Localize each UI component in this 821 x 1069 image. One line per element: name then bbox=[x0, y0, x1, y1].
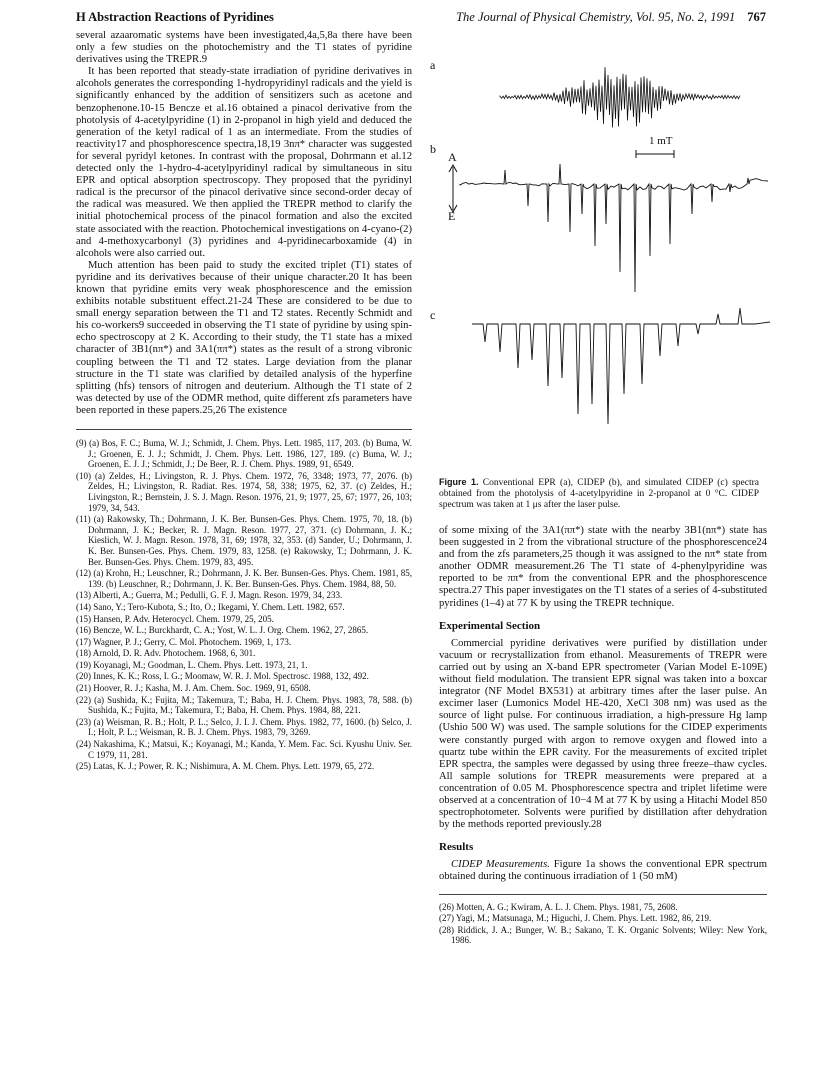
reference-item: (10) (a) Zeldes, H.; Livingston, R. J. Phys. Chem. 1972, 76, 3348; 1973, 77, 2076. (b) Zeldes, H.; Livingston, R. Radiat. Res. 1974, 58, 338; 1975, 62, 37. (c) Zeldes, H.; Livingston, R.; Bernstein, J. S. J. Magn. Reson. 1976, 21, 9; 1977, 25, 67; 1977, 26, 103; 1979, 34, 543. bbox=[76, 470, 412, 513]
reference-item: (28) Riddick, J. A.; Bunger, W. B.; Sakano, T. K. Organic Solvents; Wiley: New York, 1986. bbox=[439, 924, 767, 946]
running-header-title: H Abstraction Reactions of Pyridines bbox=[76, 10, 274, 24]
reference-item: (27) Yagi, M.; Matsunaga, M.; Higuchi, J. Chem. Phys. Lett. 1982, 86, 219. bbox=[439, 913, 712, 924]
simulated-trace-c bbox=[472, 308, 770, 424]
reference-item: (12) (a) Krohn, H.; Leuschner, R.; Dohrmann, J. K. Ber. Bunsen-Ges. Phys. Chem. 1981, 85, 139. (b) Leuschner, R.; Dohrmann, J. K. Ber. Bunsen-Ges. Phys. Chem. 1984, 88, 50. bbox=[76, 568, 412, 589]
caption-label: Figure 1. bbox=[439, 477, 479, 487]
scale-bar bbox=[636, 150, 674, 158]
figure-caption bbox=[439, 477, 759, 511]
reference-list-left bbox=[76, 438, 412, 772]
reference-item: (11) (a) Rakowsky, Th.; Dohrmann, J. K. Ber. Bunsen-Ges. Phys. Chem. 1975, 70, 18. (b) Dohrmann, J. K.; Becker, R. J. Magn. Reson. 1977, 27, 371. (c) Dohrmann, J. K.; Kieslich, W. J. Magn. Reson. 1978, 31, 69; 1978, 32, 353. (d) Sander, U.; Dohrmann, J. K. Ber. Bunsen-Ges. Phys. Chem. 1979, 83, 1258. (e) Rakowsky, T.; Dohrmann, J. K. Ber. Bunsen-Ges. Phys. Chem. 1979, 83, 495. bbox=[76, 514, 412, 567]
emission-label: E bbox=[448, 209, 456, 223]
absorption-label: A bbox=[448, 150, 457, 164]
spectra-plot bbox=[430, 32, 780, 472]
reference-item: (19) Koyanagi, M.; Goodman, L. Chem. Phys. Lett. 1973, 21, 1. bbox=[76, 659, 308, 670]
left-column bbox=[76, 30, 412, 773]
caption-text: Conventional EPR (a), CIDEP (b), and simulated CIDEP (c) spectra obtained from the photolysis of 4-acetylpyridine in 2-propanol at 0 °C. CIDEP spectrum was taken at 1 μs after the laser pulse. bbox=[439, 478, 759, 510]
scale-bar-label: 1 mT bbox=[649, 135, 673, 147]
reference-item: (18) Arnold, D. R. Adv. Photochem. 1968, 6, 301. bbox=[76, 648, 256, 659]
results-text: Figure 1a shows the conventional EPR spectrum obtained during the continuous irradiation of 1 (50 mM) bbox=[439, 859, 768, 883]
reference-item: (13) Alberti, A.; Guerra, M.; Pedulli, G. F. J. Magn. Reson. 1979, 34, 233. bbox=[76, 590, 343, 601]
footnote-separator bbox=[439, 894, 767, 895]
reference-item: (15) Hansen, P. Adv. Heterocycl. Chem. 1979, 25, 205. bbox=[76, 613, 274, 624]
running-header-journal bbox=[456, 10, 766, 25]
reference-item: (24) Nakashima, K.; Matsui, K.; Koyanagi, M.; Kanda, Y. Mem. Fac. Sci. Kyushu Univ. Ser. C 1979, 11, 281. bbox=[76, 739, 412, 760]
paragraph-steady-state: It has been reported that steady-state irradiation of pyridine derivatives in alcohols generates the corresponding 1-hydropyridinyl radicals and the yield is significantly enhanced by the addition of sensitizers such as acetone and benzophenone.10-15 Bencze et al.16 obtained a pinacol derivative from the photolysis of 4-acetylpyridine (1) in 2-propanol in high yield and deduced the generation of the ketyl radical of 1 as an intermediate. From the studies of reactivity17 and phosphorescence spectra,18,19 3nπ* character was suggested for several pyridyl ketones. In contrast with the proposal, Dohrmann et al.12 detected only the 1-hydro-4-acetylpyridinyl radical by simultaneous in situ EPR and optical absorption spectroscopy. They proposed that the pyridinyl radical is the precursor of the pinacol derivative since second-order decay of the radical was measured. We then applied the TREPR method to clarify the initial photochemical process of the pinacol formation and also the excited state associated with the reaction. Photochemical investigations on 4-cyano-(2) and 4-methoxycarbonyl (3) pyridines and 4-pyridinecarboxamide (4) in alcohols were also carried out. bbox=[76, 66, 412, 259]
reference-item: (26) Motten, A. G.; Kwiram, A. L. J. Chem. Phys. 1981, 75, 2608. bbox=[439, 901, 678, 912]
reference-item: (22) (a) Sushida, K.; Fujita, M.; Takemura, T.; Baba, H. J. Chem. Phys. 1983, 78, 588. (b) Sushida, K.; Fujita, M.; Takemura, T.; Baba, H. Chem. Phys. 1984, 88, 221. bbox=[76, 694, 412, 716]
paragraph-continuation: several azaaromatic systems have been investigated,4a,5,8a there have been only a few studies on the photochemistry and the T1 states of pyridine derivatives using the TREPR.9 bbox=[76, 30, 412, 66]
footnote-separator bbox=[76, 429, 412, 430]
reference-item: (20) Innes, K. K.; Ross, I. G.; Moomaw, W. R. J. Mol. Spectrosc. 1988, 132, 492. bbox=[76, 671, 369, 682]
reference-item: (21) Hoover, R. J.; Kasha, M. J. Am. Chem. Soc. 1969, 91, 6508. bbox=[76, 683, 311, 694]
paragraph-experimental: Commercial pyridine derivatives were purified by distillation under vacuum or recrystallization from ethanol. Measurements of TREPR were carried out by using an X-band EPR spectrometer (Varian Model E-109E) without field modulation. The transient EPR signal was taken into a boxcar integrator (NF Model BX531) at arbitrary times after the laser pulse. An excimer laser (Lumonics Model HE-420, XeCl 308 nm) was used as the source of light pulse. For continuous irradiation, a high-pressure Hg lamp (Ushio 500 W) was used. The sample solutions for the CIDEP experiments were constantly purged with argon to remove oxygen and flowed into a quartz tube within the EPR cavity. For the measurements of excited triplet EPR spectra, the samples were degassed by using three freeze–thaw cycles. All sample solutions for TREPR measurements were prepared at a concentration of 0.05 M. Phosphorescence spectra and triplet lifetime were observed at a concentration of 10−4 M at 77 K by using a Hitachi Model 850 spectrophotometer. Solvents were purified by distillation after dehydration by the methods reported previously.28 bbox=[439, 637, 767, 831]
panel-label-a: a bbox=[430, 58, 436, 72]
paragraph-excited-triplet: Much attention has been paid to study the excited triplet (T1) states of pyridine and its derivatives because of their unique character.20 It has been known that pyridine emits very weak phosphorescence and the emission exhibits notable substituent effect.21-24 These are considered to be due to small energy separation between the T1 and T2 states. Recently Schmidt and his co-workers9 succeeded in observing the T1 state of pyridine by using spin-echo spectroscopy at 2 K. According to their study, the T1 state has a mixed character of 3B1(nπ*) and 3A1(ππ*) states as the result of a strong vibronic coupling between the T1 and T2 states. Large deviation from the planar structure in the T1 state was clarified by detailed analysis of the hyperfine splitting (hfs) tensors of nitrogen and deuterium. Although the T1 state of 2 was detected by use of the ODMR method, quite different zfs parameters have been reported in these papers.25,26 The existence bbox=[76, 259, 412, 416]
figure-1-spectra bbox=[430, 32, 780, 472]
reference-item: (17) Wagner, P. J.; Gerry, C. Mol. Photochem. 1969, 1, 173. bbox=[76, 636, 292, 647]
paragraph-results bbox=[439, 859, 767, 883]
reference-item: (25) Latas, K. J.; Power, R. K.; Nishimura, A. M. Chem. Phys. Lett. 1979, 65, 272. bbox=[76, 761, 375, 772]
reference-item: (16) Bencze, W. L.; Burckhardt, C. A.; Yost, W. L. J. Org. Chem. 1962, 27, 2865. bbox=[76, 625, 369, 636]
reference-item: (23) (a) Weisman, R. B.; Holt, P. L.; Selco, J. I. J. Chem. Phys. 1982, 77, 1600. (b) Selco, J. I.; Holt, P. L.; Weisman, R. B. J. Chem. Phys. 1983, 79, 3269. bbox=[76, 716, 412, 738]
right-column bbox=[439, 525, 767, 947]
epr-trace-a bbox=[500, 67, 740, 127]
phase-arrow bbox=[449, 165, 457, 212]
panel-label-b: b bbox=[430, 142, 436, 156]
cidep-trace-b bbox=[460, 164, 768, 292]
section-heading-experimental: Experimental Section bbox=[439, 619, 541, 632]
reference-item: (14) Sano, Y.; Tero-Kubota, S.; Ito, O.; Ikegami, Y. Chem. Lett. 1982, 657. bbox=[76, 601, 345, 612]
page-number: 767 bbox=[747, 10, 766, 24]
subsection-heading-cidep: CIDEP Measurements. bbox=[451, 859, 550, 871]
reference-list-right bbox=[439, 902, 767, 946]
section-heading-results: Results bbox=[439, 841, 474, 854]
paragraph-t1-mixing: of some mixing of the 3A1(ππ*) state with the nearby 3B1(nπ*) state has been suggested in 2 from the vibrational structure of the phosphorescence24 and from the zfs parameters,25 though it was assigned to the nπ* state from another ODMR measurement.26 The T1 state of 4-phenylpyridine was reported to be ππ* from the conventional EPR and the phosphorescence spectra.27 This paper investigates on the T1 states of a series of 4-substituted pyridines (1–4) at 77 K by using the TREPR technique. bbox=[439, 525, 767, 609]
panel-label-c: c bbox=[430, 308, 436, 322]
reference-item: (9) (a) Bos, F. C.; Buma, W. J.; Schmidt, J. Chem. Phys. Lett. 1985, 117, 203. (b) Buma, W. J.; Groenen, E. J. J.; Schmidt, J. Chem. Phys. Lett. 1986, 127, 189. (c) Buma, W. J.; Groenen, E. J. J.; Schmidt, J.; De Beer, R. J. Chem. Phys. 1989, 91, 6549. bbox=[76, 438, 412, 470]
journal-citation: The Journal of Physical Chemistry, Vol. 95, No. 2, 1991 bbox=[456, 10, 736, 24]
